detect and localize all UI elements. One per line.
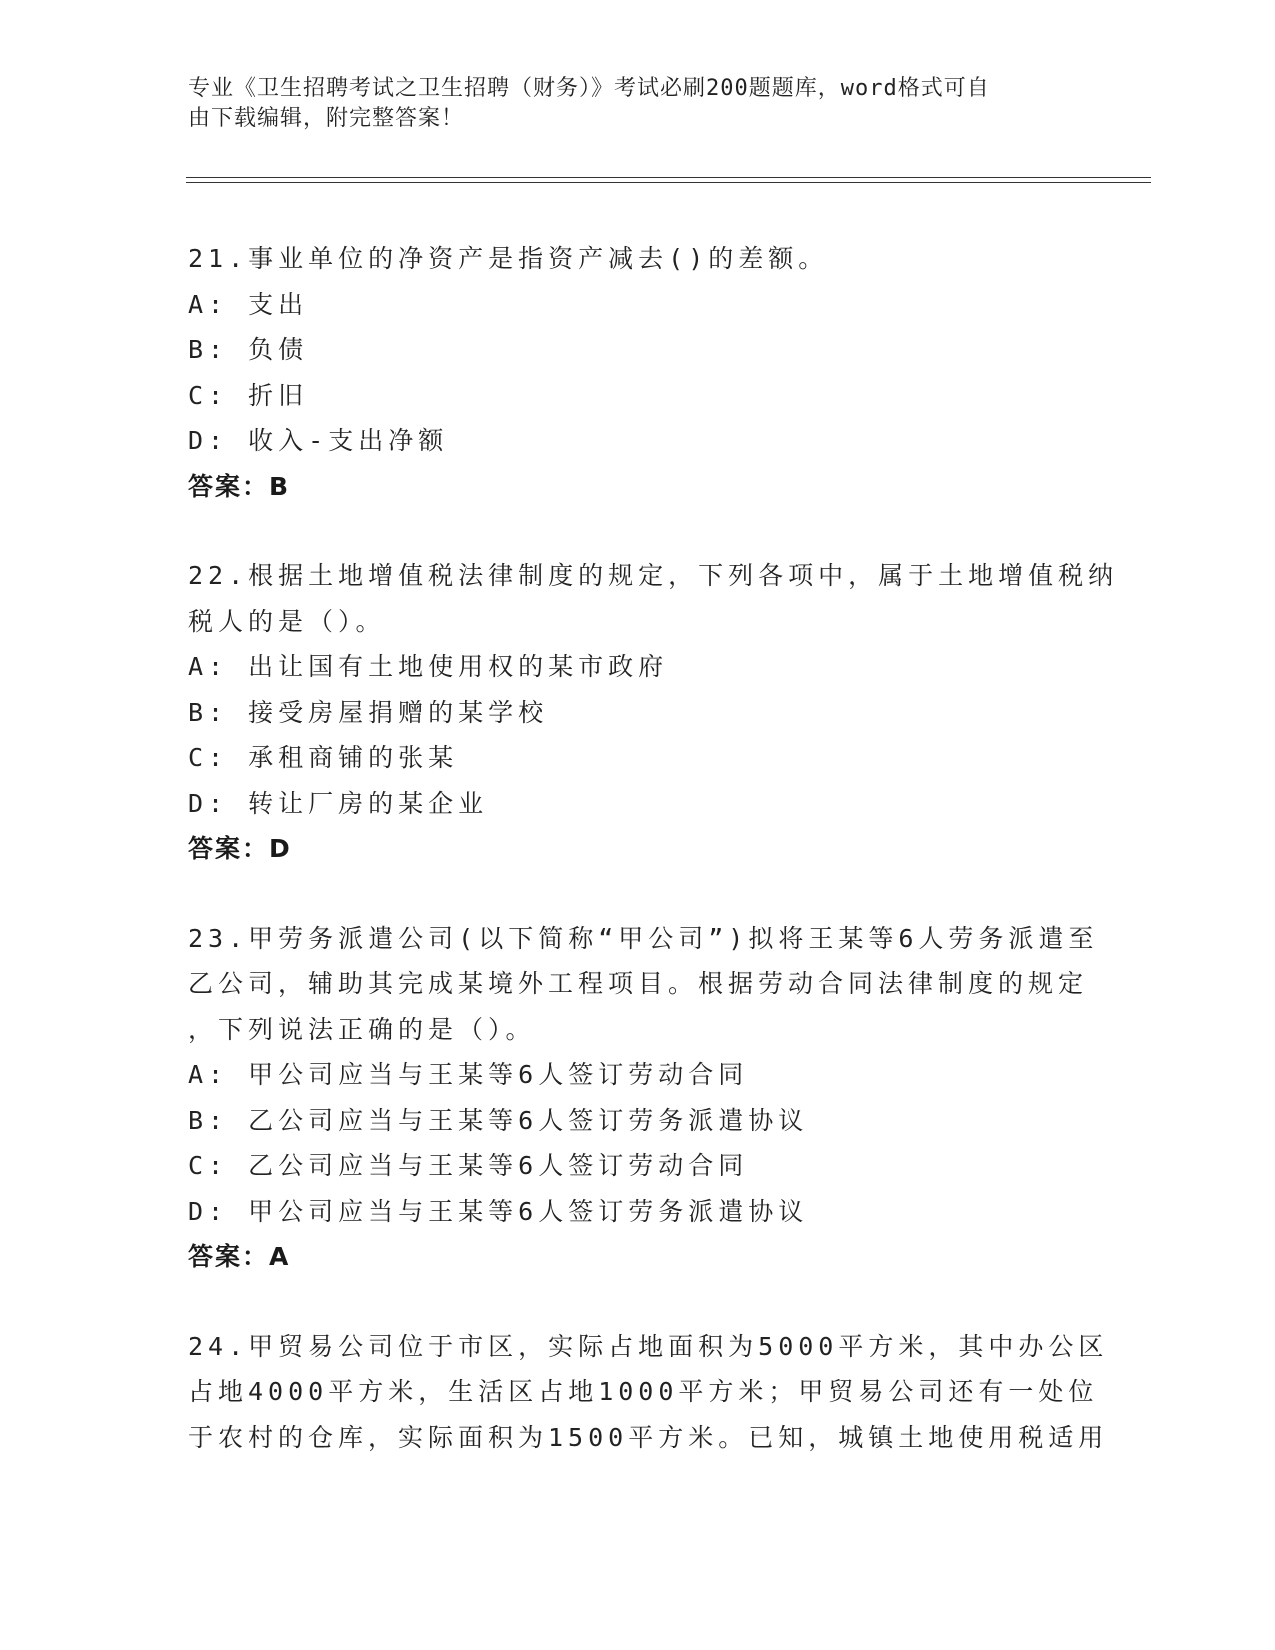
option-b: B: 乙公司应当与王某等6人签订劳务派遣协议: [188, 1105, 809, 1135]
answer-label: 答案：A: [188, 1242, 291, 1271]
question-list: [188, 236, 1119, 1504]
question-text: 23.甲劳务派遣公司(以下简称“甲公司”)拟将王某等6人劳务派遣至: [188, 923, 1099, 953]
header-divider-bottom: [186, 182, 1151, 183]
answer-label: 答案：D: [188, 834, 292, 863]
question-text: 于农村的仓库，实际面积为1500平方米。已知，城镇土地使用税适用: [188, 1422, 1109, 1452]
option-d: D: 甲公司应当与王某等6人签订劳务派遣协议: [188, 1196, 809, 1226]
question-text: 税人的是（）。: [188, 606, 386, 636]
option-a: A: 出让国有土地使用权的某市政府: [188, 652, 669, 681]
question-22: [188, 553, 1119, 872]
header-line: 由下载编辑，附完整答案！: [188, 106, 465, 131]
question-text: 22.根据土地增值税法律制度的规定，下列各项中，属于土地增值税纳: [188, 561, 1119, 590]
option-d: D: 转让厂房的某企业: [188, 788, 489, 818]
header-line: 专业《卫生招聘考试之卫生招聘（财务）》考试必刷200题题库，word格式可自: [188, 76, 990, 101]
option-d: D: 收入-支出净额: [188, 426, 449, 455]
question-24: [188, 1324, 1109, 1461]
question-21: [188, 236, 1088, 509]
question-text: 24.甲贸易公司位于市区，实际占地面积为5000平方米，其中办公区: [188, 1331, 1109, 1361]
option-c: C: 承租商铺的张某: [188, 743, 459, 772]
question-23: [188, 916, 1099, 1280]
answer-label: 答案：B: [188, 471, 291, 501]
option-c: C: 折旧: [188, 380, 309, 410]
option-a: A: 支出: [188, 289, 309, 319]
option-b: B: 接受房屋捐赠的某学校: [188, 697, 549, 727]
question-text: ，下列说法正确的是（）。: [188, 1014, 536, 1044]
question-text: 乙公司，辅助其完成某境外工程项目。根据劳动合同法律制度的规定: [188, 969, 1089, 998]
option-a: A: 甲公司应当与王某等6人签订劳动合同: [188, 1060, 749, 1089]
document-header: [188, 74, 1088, 134]
question-text: 21.事业单位的净资产是指资产减去()的差额。: [188, 244, 829, 273]
option-b: B: 负债: [188, 335, 309, 364]
option-c: C: 乙公司应当与王某等6人签订劳动合同: [188, 1151, 749, 1180]
question-text: 占地4000平方米，生活区占地1000平方米；甲贸易公司还有一处位: [188, 1377, 1099, 1406]
header-divider-top: [186, 177, 1151, 178]
